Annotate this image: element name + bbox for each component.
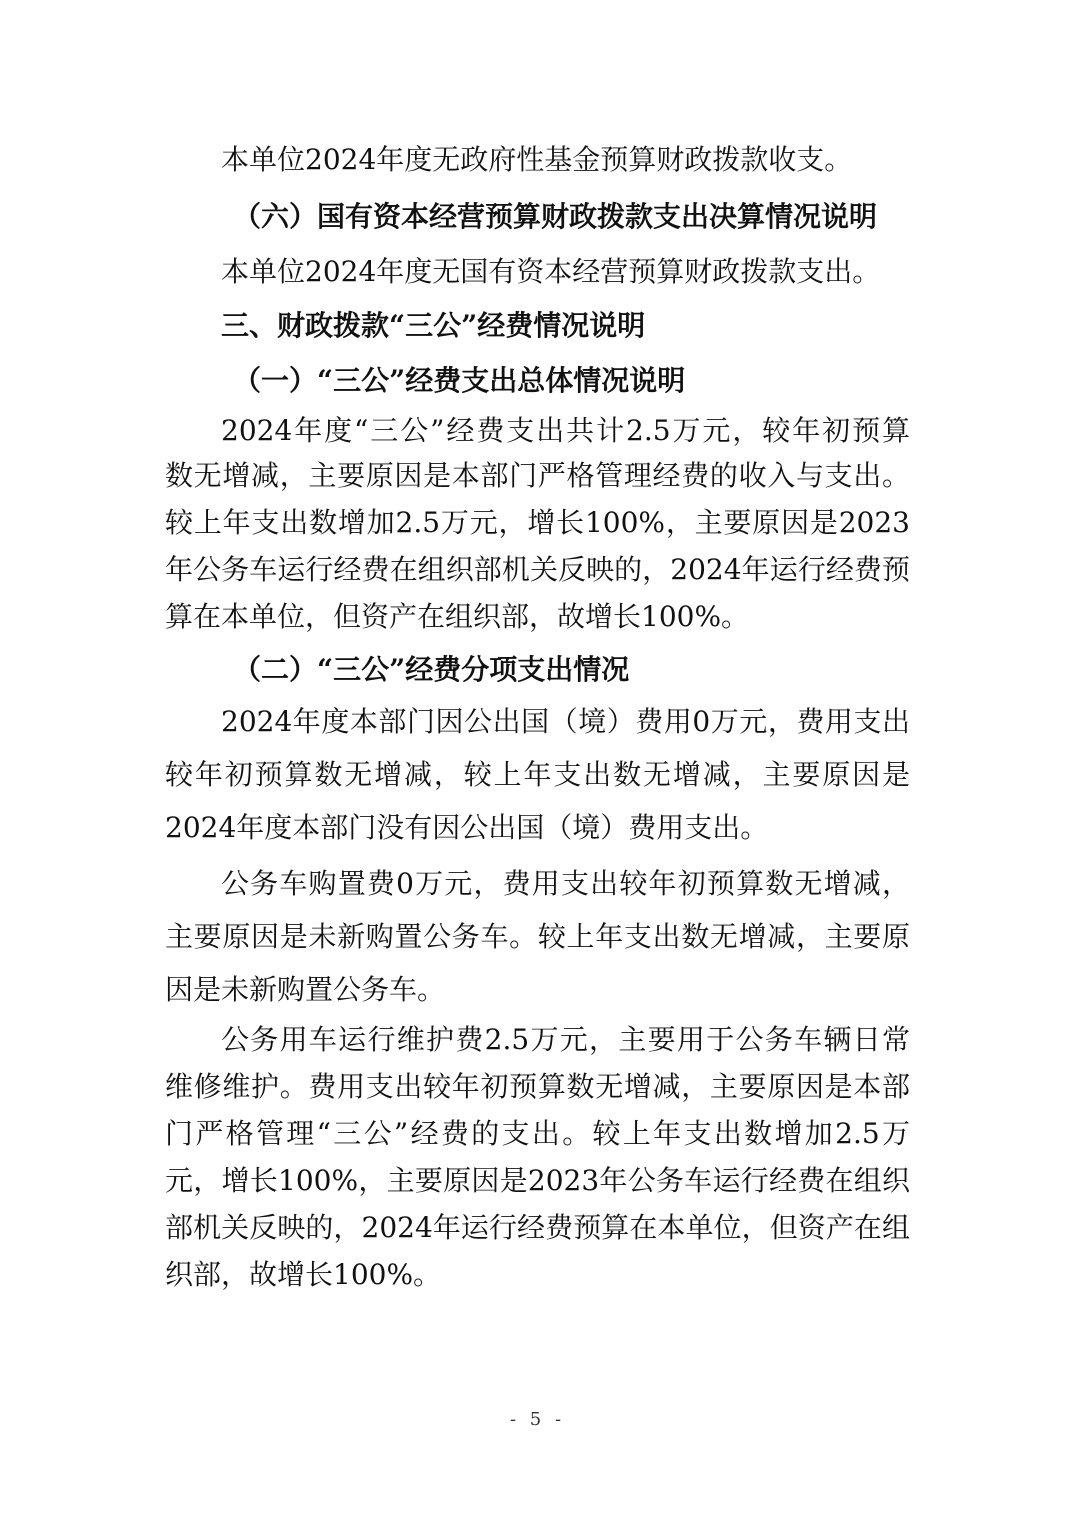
paragraph-line: 本单位2024年度无国有资本经营预算财政拨款支出。	[221, 255, 881, 288]
paragraph-line: 公务用车运行维护费2.5万元，主要用于公务车辆日常	[221, 1023, 910, 1056]
paragraph-line: 较年初预算数无增减，较上年支出数无增减，主要原因是	[165, 758, 910, 791]
section-heading: （一）“三公”经费支出总体情况说明	[233, 364, 686, 397]
paragraph-line: 本单位2024年度无政府性基金预算财政拨款收支。	[221, 143, 853, 176]
paragraph-line: 门严格管理“三公”经费的支出。较上年支出数增加2.5万	[165, 1117, 910, 1150]
paragraph-line: 主要原因是未新购置公务车。较上年支出数无增减，主要原	[165, 920, 910, 953]
section-heading: （二）“三公”经费分项支出情况	[233, 653, 630, 686]
paragraph-line: 数无增减，主要原因是本部门严格管理经费的收入与支出。	[165, 459, 910, 492]
paragraph-line: 年公务车运行经费在组织部机关反映的，2024年运行经费预	[165, 553, 910, 586]
paragraph-line: 2024年度“三公”经费支出共计2.5万元，较年初预算	[221, 414, 910, 447]
paragraph-line: 较上年支出数增加2.5万元，增长100%，主要原因是2023	[165, 506, 910, 539]
paragraph-line: 部机关反映的，2024年运行经费预算在本单位，但资产在组	[165, 1211, 910, 1244]
chapter-heading: 三、财政拨款“三公”经费情况说明	[221, 309, 646, 342]
paragraph-line: 2024年度本部门因公出国（境）费用0万元，费用支出	[221, 705, 910, 738]
page-number: - 5 -	[509, 1409, 566, 1430]
paragraph-line: 2024年度本部门没有因公出国（境）费用支出。	[165, 811, 769, 844]
paragraph-line: 公务车购置费0万元，费用支出较年初预算数无增减，	[221, 867, 910, 900]
paragraph-line: 因是未新购置公务车。	[165, 973, 446, 1006]
paragraph-line: 维修维护。费用支出较年初预算数无增减，主要原因是本部	[165, 1070, 910, 1103]
paragraph-line: 算在本单位，但资产在组织部，故增长100%。	[165, 600, 750, 633]
paragraph-line: 元，增长100%，主要原因是2023年公务车运行经费在组织	[165, 1164, 910, 1197]
section-heading: （六）国有资本经营预算财政拨款支出决算情况说明	[233, 200, 878, 233]
paragraph-line: 织部，故增长100%。	[165, 1258, 442, 1291]
